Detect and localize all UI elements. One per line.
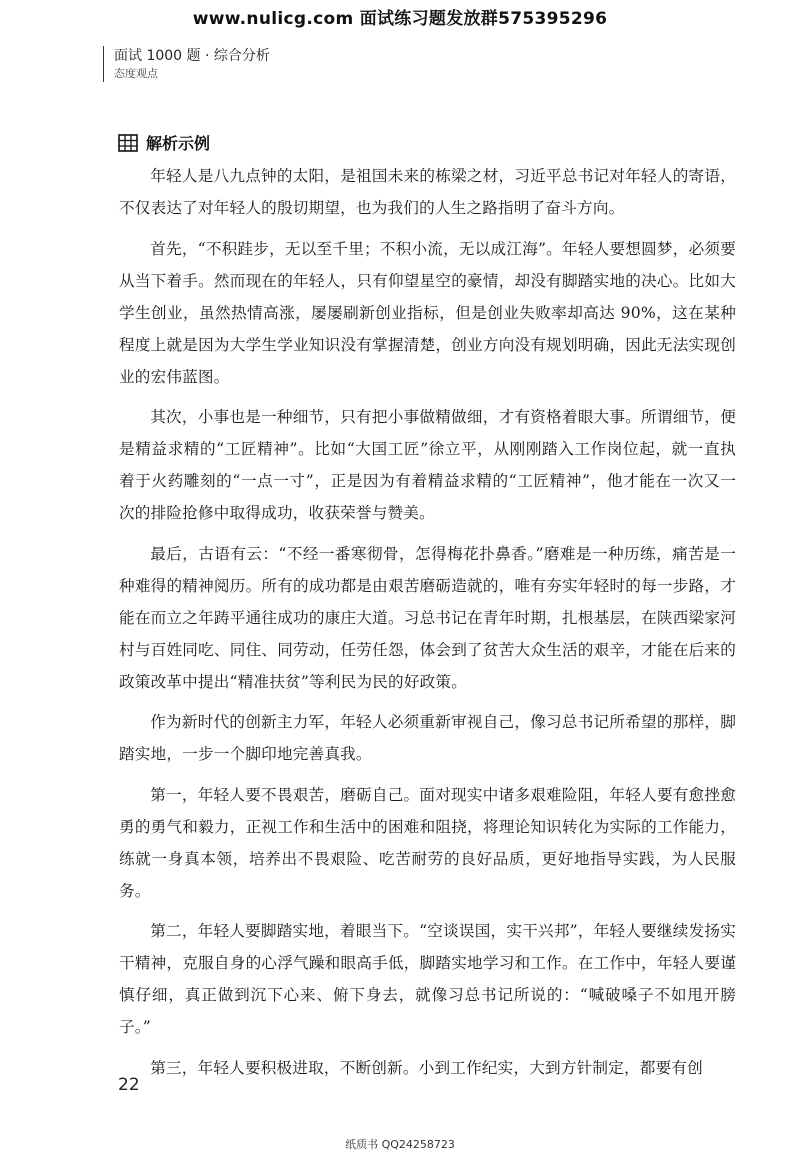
book-title: 面试 1000 题 · 综合分析	[114, 48, 270, 64]
paragraph: 其次，小事也是一种细节，只有把小事做精做细，才有资格着眼大事。所谓细节，便是精益求精的“工匠精神”。比如“大国工匠”徐立平，从刚刚踏入工作岗位起，就一直执着于火药雕刻的“一点一寸”，正是因为有着精益求精的“工匠精神”，他才能在一次又一次的排险抢修中取得成功，收获荣誉与赞美。	[119, 408, 736, 522]
body-text	[119, 160, 736, 1092]
analysis-grid-icon	[118, 134, 138, 152]
paragraph: 最后，古语有云：“不经一番寒彻骨，怎得梅花扑鼻香。”磨难是一种历练，痛苦是一种难得的精神阅历。所有的成功都是由艰苦磨砺造就的，唯有夯实年轻时的每一步路，才能在而立之年踌平通往成功的康庄大道。习总书记在青年时期，扎根基层，在陕西梁家河村与百姓同吃、同住、同劳动，任劳任怨，体会到了贫苦大众生活的艰辛，才能在后来的政策改革中提出“精准扶贫”等利民为民的好政策。	[119, 544, 736, 691]
paragraph: 第三，年轻人要积极进取，不断创新。小到工作纪实，大到方针制定，都要有创	[150, 1058, 703, 1077]
footer-note: 纸质书 QQ24258723	[345, 1138, 455, 1151]
page-number: 22	[118, 1075, 140, 1095]
paragraph: 年轻人是八九点钟的太阳，是祖国未来的栋梁之材，习近平总书记对年轻人的寄语，不仅表达了对年轻人的殷切期望，也为我们的人生之路指明了奋斗方向。	[119, 167, 736, 217]
top-banner: www.nulicg.com 面试练习题发放群575395296	[192, 9, 608, 29]
paragraph: 作为新时代的创新主力军，年轻人必须重新审视自己，像习总书记所希望的那样，脚踏实地，一步一个脚印地完善真我。	[119, 713, 736, 763]
running-head	[103, 46, 270, 82]
chapter-title: 态度观点	[114, 67, 158, 80]
paragraph: 第二，年轻人要脚踏实地，着眼当下。“空谈误国，实干兴邦”，年轻人要继续发扬实干精神，克服自身的心浮气躁和眼高手低，脚踏实地学习和工作。在工作中，年轻人要谨慎仔细，真正做到沉下心来、俯下身去，就像习总书记所说的：“喊破嗓子不如甩开膀子。”	[119, 922, 736, 1036]
section-title: 解析示例	[146, 134, 211, 153]
paragraph: 第一，年轻人要不畏艰苦，磨砺自己。面对现实中诸多艰难险阻，年轻人要有愈挫愈勇的勇气和毅力，正视工作和生活中的困难和阻挠，将理论知识转化为实际的工作能力，练就一身真本领，培养出不畏艰险、吃苦耐劳的良好品质，更好地指导实践，为人民服务。	[119, 785, 736, 900]
section-heading	[118, 131, 210, 154]
paragraph: 首先，“不积跬步，无以至千里；不积小流，无以成江海”。年轻人要想圆梦，必须要从当下着手。然而现在的年轻人，只有仰望星空的豪情，却没有脚踏实地的决心。比如大学生创业，虽然热情高涨，屡屡刷新创业指标，但是创业失败率却高达 90%，这在某种程度上就是因为大学生学业知识没有掌握清楚，创业方向没有规划明确，因此无法实现创业的宏伟蓝图。	[119, 239, 736, 386]
